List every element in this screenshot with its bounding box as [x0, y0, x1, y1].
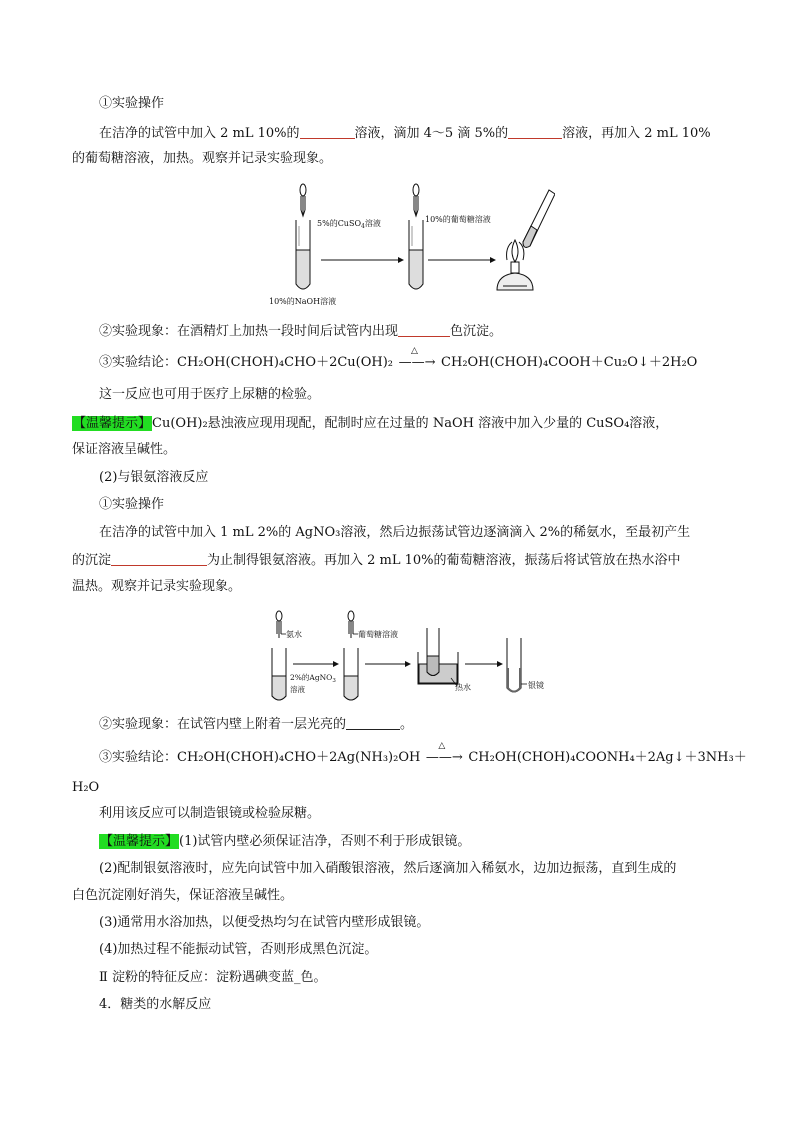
tilted-test-tube-icon — [523, 190, 555, 247]
tip-2-item4: (4)加热过程不能振动试管，否则形成黑色沉淀。 — [99, 942, 378, 957]
heat-condition: △ — [438, 741, 446, 751]
arrow-icon — [465, 661, 503, 667]
answer-blank[interactable] — [300, 124, 355, 139]
label-cuso4: 5%的CuSO$_4$溶液 — [317, 219, 381, 230]
equation-left: CH₂OH(CHOH)₄CHO＋2Cu(OH)₂ — [177, 355, 394, 370]
tip-2-line1 — [99, 833, 470, 851]
text: Cu(OH)₂悬浊液应现用现配，配制时应在过量的 NaOH 溶液中加入少量的 CuSO₄溶液， — [152, 416, 669, 431]
tip-1-line2: 保证溶液呈碱性。 — [72, 442, 177, 457]
text: ②实验现象：在试管内壁上附着一层光亮的 — [99, 717, 347, 732]
text: 在洁净的试管中加入 2 mL 10%的 — [99, 126, 300, 141]
label-glucose: 葡萄糖溶液 — [358, 630, 398, 639]
dropper-icon — [413, 184, 419, 216]
text: 的沉淀 — [72, 553, 112, 568]
section2-heading: ①实验操作 — [99, 497, 165, 512]
equation-left: CH₂OH(CHOH)₄CHO＋2Ag(NH₃)₂OH — [177, 750, 421, 765]
section1-heading: ①实验操作 — [99, 96, 165, 111]
usage-1: 这一反应也可用于医疗上尿糖的检验。 — [99, 387, 321, 402]
beaker-icon — [418, 628, 458, 684]
arrow-icon — [321, 257, 404, 263]
operation2-line2 — [72, 551, 681, 570]
heat-condition: △ — [411, 346, 418, 356]
reaction-arrow: △ ——→ — [393, 354, 441, 372]
test-tube-icon — [507, 638, 521, 692]
tip-2-item2-line1: (2)配制银氨溶液时，应先向试管中加入硝酸银溶液，然后逐滴加入稀氨水，边加边振荡，直到生成的 — [99, 861, 677, 876]
conclusion-label: ③实验结论： — [99, 355, 178, 370]
label-ammonia: 氨水 — [286, 630, 302, 639]
label-agno3: 2%的AgNO$_3$ — [290, 673, 336, 684]
test-tube-icon — [272, 648, 286, 700]
label-naoh: 10%的NaOH溶液 — [269, 297, 337, 306]
conclusion-2 — [99, 741, 747, 767]
arrow-icon — [293, 661, 339, 667]
equation-right: CH₂OH(CHOH)₄COONH₄＋2Ag↓＋3NH₃＋ — [468, 750, 747, 765]
usage-2: 利用该反应可以制造银镜或检验尿糖。 — [99, 806, 321, 821]
starch-reaction: Ⅱ 淀粉的特征反应：淀粉遇碘变蓝_色。 — [99, 970, 327, 985]
tip-1-line1 — [72, 415, 668, 433]
test-tube-icon — [296, 220, 310, 289]
phenomenon-2 — [99, 715, 413, 734]
text: 溶液，滴加 4～5 滴 5%的 — [354, 126, 509, 141]
figure-cuoh2-experiment — [265, 180, 555, 310]
text: 。 — [400, 717, 414, 732]
figure-silver-mirror-experiment — [265, 608, 565, 708]
answer-blank[interactable] — [508, 124, 562, 139]
label-agno3-solution: 溶液 — [290, 685, 305, 694]
test-tube-icon — [409, 220, 423, 289]
conclusion-label: ③实验结论： — [99, 750, 178, 765]
label-hot-water: 热水 — [455, 683, 471, 692]
text: (1)试管内壁必须保证洁净，否则不利于形成银镜。 — [179, 834, 471, 849]
text: 为止制得银氨溶液。再加入 2 mL 10%的葡萄糖溶液，振荡后将试管放在热水浴中 — [207, 553, 681, 568]
arrow-icon — [428, 257, 496, 263]
answer-blank[interactable] — [111, 551, 207, 566]
answer-blank[interactable] — [346, 715, 400, 730]
text: ②实验现象：在酒精灯上加热一段时间后试管内出现 — [99, 324, 399, 339]
dropper-icon — [300, 184, 306, 216]
tip-badge: 【温馨提示】 — [73, 416, 152, 431]
test-tube-icon — [344, 648, 358, 700]
operation-paragraph-line1 — [99, 124, 711, 143]
text: 溶液，再加入 2 mL 10% — [562, 126, 711, 141]
answer-blank[interactable] — [398, 322, 450, 337]
arrow-icon — [365, 661, 411, 667]
operation2-line1: 在洁净的试管中加入 1 mL 2%的 AgNO₃溶液，然后边振荡试管边逐滴滴入 2%的稀氨水，至最初产生 — [99, 525, 691, 540]
equation-right: CH₂OH(CHOH)₄COOH＋Cu₂O↓＋2H₂O — [441, 355, 698, 370]
conclusion-1 — [99, 346, 698, 372]
text: 色沉淀。 — [450, 324, 503, 339]
tip-2-item3: (3)通常用水浴加热，以便受热均匀在试管内壁形成银镜。 — [99, 915, 430, 930]
operation-paragraph-line2: 的葡萄糖溶液，加热。观察并记录实验现象。 — [72, 151, 333, 166]
section4-heading: 4．糖类的水解反应 — [99, 997, 212, 1012]
label-glucose: 10%的葡萄糖溶液 — [425, 215, 491, 224]
conclusion-2-tail: H₂O — [72, 780, 100, 795]
label-silver-mirror: 银镜 — [528, 681, 544, 690]
phenomenon-1 — [99, 322, 502, 341]
tip-badge: 【温馨提示】 — [100, 834, 179, 849]
operation2-line3: 温热。观察并记录实验现象。 — [72, 579, 242, 594]
section2-title: (2)与银氨溶液反应 — [99, 470, 209, 485]
tip-2-item2-line2: 白色沉淀刚好消失，保证溶液呈碱性。 — [72, 888, 294, 903]
reaction-arrow: △ ——→ — [420, 749, 468, 767]
